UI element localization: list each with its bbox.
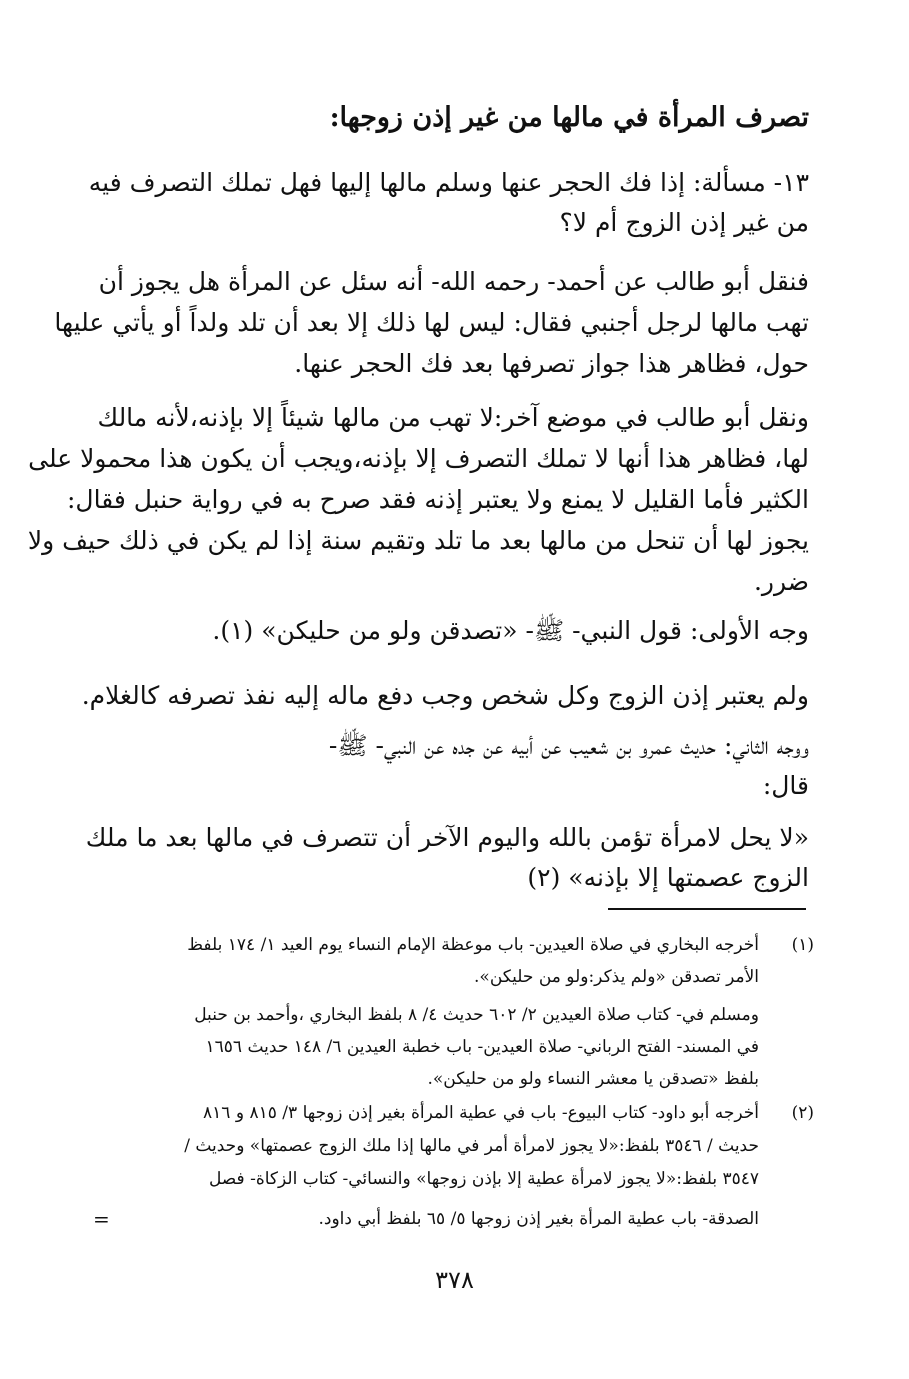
continuation-mark: =: [93, 1207, 110, 1231]
p1-line-2: تهب مالها لرجل أجنبي فقال: ليس لها ذلك إلا بعد أن تلد ولداً أو يأتي عليها: [54, 308, 809, 337]
page-number: ٣٧٨: [435, 1266, 474, 1294]
section-heading: تصرف المرأة في مالها من غير إذن زوجها:: [329, 102, 809, 133]
footnote-1-number: (١): [791, 935, 814, 955]
footnote-2-line-3: ٣٥٤٧ بلفظ:«لا يجوز لامرأة عطية إلا بإذن زوجها» والنسائي- كتاب الزكاة- فصل: [208, 1169, 759, 1189]
p2-line-4: يجوز لها أن تنحل من مالها بعد ما تلد وتقيم سنة إذا لم يكن في ذلك حيف ولا: [27, 526, 809, 555]
footnote-1-extra-2: في المسند- الفتح الرباني- صلاة العيدين- باب خطبة العيدين ٦/ ١٤٨ حديث ١٦٥٦: [205, 1037, 759, 1057]
footnote-2-number: (٢): [791, 1103, 814, 1123]
p4-line: ولم يعتبر إذن الزوج وكل شخص وجب دفع ماله إليه نفذ تصرفه كالغلام.: [81, 681, 809, 710]
footnote-1-line-2: الأمر تصدقن «ولم يذكر:ولو من حليكن».: [474, 967, 759, 987]
footnote-separator: [608, 908, 806, 910]
p6-line-2: الزوج عصمتها إلا بإذنه» (٢): [527, 863, 809, 892]
p5-line-1: ووجه الثاني: حديث عمرو بن شعيب عن أبيه عن جده عن النبي- ﷺ-: [328, 731, 809, 760]
issue-line-2: من غير إذن الزوج أم لا؟: [559, 208, 809, 237]
p2-line-1: ونقل أبو طالب في موضع آخر:لا تهب من مالها شيئاً إلا بإذنه،لأنه مالك: [97, 403, 809, 432]
footnote-1-line-1: أخرجه البخاري في صلاة العيدين- باب موعظة الإمام النساء يوم العيد ١/ ١٧٤ بلفظ: [187, 935, 759, 955]
p1-line-3: حول، فظاهر هذا جواز تصرفها بعد فك الحجر عنها.: [294, 349, 809, 378]
p2-line-3: الكثير فأما القليل لا يمنع ولا يعتبر إذنه فقد صرح به في رواية حنبل فقال:: [67, 485, 809, 514]
footnote-1-extra-1: ومسلم في- كتاب صلاة العيدين ٢/ ٦٠٢ حديث ٤/ ٨ بلفظ البخاري ،وأحمد بن حنبل: [194, 1005, 759, 1025]
p2-line-5: ضرر.: [753, 567, 809, 596]
p6-line-1: «لا يحل لامرأة تؤمن بالله واليوم الآخر أن تتصرف في مالها بعد ما ملك: [85, 823, 809, 852]
issue-line-1: ١٣- مسألة: إذا فك الحجر عنها وسلم مالها إليها فهل تملك التصرف فيه: [88, 168, 809, 197]
footnote-2-line-4: الصدقة- باب عطية المرأة بغير إذن زوجها ٥/ ٦٥ بلفظ أبي داود.: [318, 1209, 759, 1229]
footnote-2-line-2: حديث / ٣٥٤٦ بلفظ:«لا يجوز لامرأة أمر في مالها إذا ملك الزوج عصمتها» وحديث /: [184, 1136, 759, 1156]
p2-line-2: لها، فظاهر هذا أنها لا تملك التصرف إلا بإذنه،ويجب أن يكون هذا محمولا على: [28, 444, 809, 473]
footnote-1-extra-3: بلفظ «تصدقن يا معشر النساء ولو من حليكن».: [427, 1069, 759, 1089]
p3-line: وجه الأولى: قول النبي- ﷺ- «تصدقن ولو من حليكن» (١).: [212, 616, 809, 645]
p5-line-2: قال:: [762, 771, 809, 800]
p1-line-1: فنقل أبو طالب عن أحمد- رحمه الله- أنه سئل عن المرأة هل يجوز أن: [98, 267, 809, 296]
footnote-2-line-1: أخرجه أبو داود- كتاب البيوع- باب في عطية المرأة بغير إذن زوجها ٣/ ٨١٥ و ٨١٦: [203, 1103, 759, 1123]
